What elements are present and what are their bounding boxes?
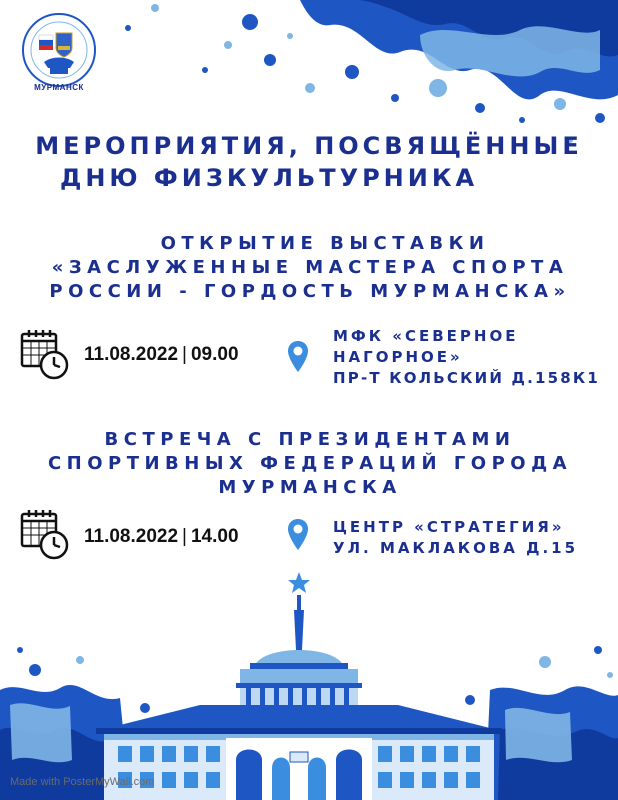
event-2-time: 14.00 bbox=[190, 526, 239, 547]
event-1-time: 09.00 bbox=[190, 344, 239, 365]
event-2-datetime bbox=[84, 526, 239, 548]
calendar-clock-icon bbox=[20, 509, 72, 561]
watermark: Made with PosterMyWall.com bbox=[10, 776, 155, 788]
event-2-date: 11.08.2022 bbox=[84, 526, 179, 547]
event-1-date: 11.08.2022 bbox=[84, 344, 179, 365]
event-2-title-line-3: МУРМАНСКА bbox=[218, 477, 402, 498]
event-1-place-line-3: ПР-Т КОЛЬСКИЙ Д.158К1 bbox=[333, 369, 600, 387]
event-1-datetime bbox=[84, 344, 239, 366]
poster-title-line-1: МЕРОПРИЯТИЯ, ПОСВЯЩЁННЫЕ bbox=[35, 132, 583, 160]
building-illustration bbox=[96, 572, 502, 800]
event-2-title-line-2: СПОРТИВНЫХ ФЕДЕРАЦИЙ ГОРОДА bbox=[47, 453, 573, 474]
event-2-title-line-1: ВСТРЕЧА С ПРЕЗИДЕНТАМИ bbox=[104, 429, 516, 450]
map-pin-icon bbox=[287, 518, 309, 552]
poster-title-line-2: ДНЮ ФИЗКУЛЬТУРНИКА bbox=[59, 164, 479, 192]
top-splash-group bbox=[125, 0, 618, 143]
logo-text: МУРМАНСК bbox=[34, 83, 84, 92]
event-2-separator: | bbox=[182, 526, 187, 547]
event-1-title-line-3: РОССИИ - ГОРДОСТЬ МУРМАНСКА» bbox=[49, 281, 571, 302]
event-1-separator: | bbox=[182, 344, 187, 365]
calendar-clock-icon bbox=[20, 329, 72, 381]
event-2-place-line-2: УЛ. МАКЛАКОВА Д.15 bbox=[333, 539, 579, 557]
map-pin-icon bbox=[287, 340, 309, 374]
event-2-place-line-1: ЦЕНТР «СТРАТЕГИЯ» bbox=[333, 518, 565, 536]
event-1-place-line-2: НАГОРНОЕ» bbox=[333, 348, 463, 366]
event-1-place-line-1: МФК «СЕВЕРНОЕ bbox=[333, 327, 519, 345]
event-1-title-line-1: ОТКРЫТИЕ ВЫСТАВКИ bbox=[160, 233, 490, 254]
event-1-title-line-2: «ЗАСЛУЖЕННЫЕ МАСТЕРА СПОРТА bbox=[51, 257, 569, 278]
